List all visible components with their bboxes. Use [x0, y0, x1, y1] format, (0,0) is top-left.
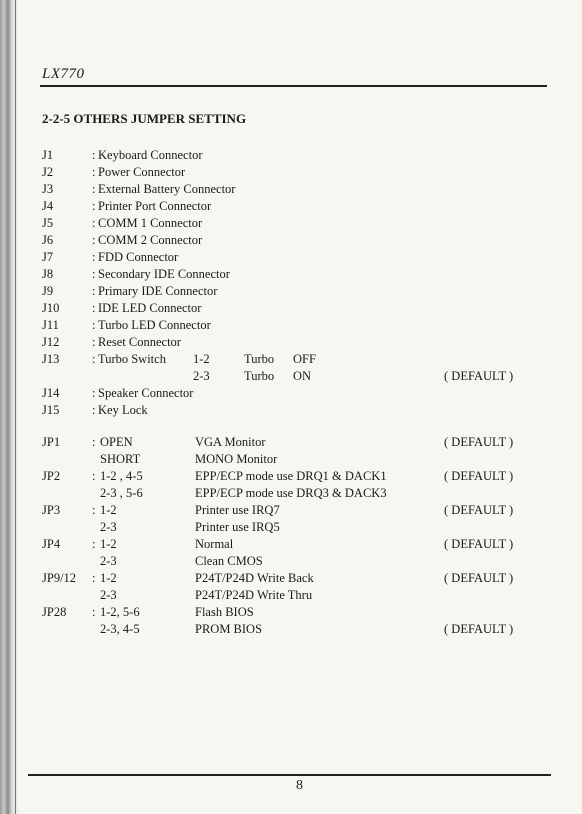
connector-desc: Printer Port Connector: [98, 199, 212, 213]
footer-rule: [28, 774, 551, 776]
connector-id: J4: [42, 199, 54, 213]
connector-row: [0, 403, 582, 420]
turbo-state: OFF: [293, 352, 316, 366]
connector-desc: Turbo Switch: [98, 352, 166, 366]
connector-id: J6: [42, 233, 54, 247]
jumper-id: JP2: [42, 469, 61, 483]
jumper-option: 2-3: [100, 588, 117, 602]
jumper-row: [0, 554, 582, 571]
colon: :: [92, 216, 96, 230]
colon: :: [92, 182, 96, 196]
header-rule: [40, 85, 547, 87]
jumper-desc: MONO Monitor: [195, 452, 278, 466]
turbo-mode: Turbo: [244, 352, 275, 366]
turbo-state: ON: [293, 369, 312, 383]
jumper-desc: EPP/ECP mode use DRQ3 & DACK3: [195, 486, 387, 500]
jumper-row: [0, 588, 582, 605]
jumper-row: [0, 622, 582, 639]
connector-desc: FDD Connector: [98, 250, 179, 264]
connector-desc: Turbo LED Connector: [98, 318, 211, 332]
turbo-switch-row: [0, 352, 582, 369]
turbo-pins: 2-3: [193, 369, 210, 383]
colon: :: [92, 469, 96, 483]
connector-desc: COMM 1 Connector: [98, 216, 203, 230]
jumper-desc: P24T/P24D Write Back: [195, 571, 314, 585]
connector-row: [0, 250, 582, 267]
jumper-option: 1-2 , 4-5: [100, 469, 143, 483]
colon: :: [92, 352, 96, 366]
jumper-desc: EPP/ECP mode use DRQ1 & DACK1: [195, 469, 387, 483]
connector-row: [0, 199, 582, 216]
connector-id: J13: [42, 352, 60, 366]
connector-desc: Key Lock: [98, 403, 148, 417]
colon: :: [92, 503, 96, 517]
colon: :: [92, 165, 96, 179]
jumper-option: 1-2: [100, 537, 117, 551]
jumper-row: [0, 520, 582, 537]
default-tag: ( DEFAULT ): [444, 469, 514, 483]
connector-desc: Reset Connector: [98, 335, 181, 349]
connector-row: [0, 284, 582, 301]
connector-desc: Power Connector: [98, 165, 186, 179]
colon: :: [92, 199, 96, 213]
connector-id: J9: [42, 284, 54, 298]
connector-row: [0, 233, 582, 250]
colon: :: [92, 403, 96, 417]
jumper-id: JP4: [42, 537, 61, 551]
colon: :: [92, 386, 96, 400]
connector-id: J2: [42, 165, 54, 179]
default-tag: ( DEFAULT ): [444, 503, 514, 517]
connector-desc: Speaker Connector: [98, 386, 194, 400]
connector-row: [0, 386, 582, 403]
default-tag: ( DEFAULT ): [444, 435, 514, 449]
turbo-pins: 1-2: [193, 352, 210, 366]
connector-row: [0, 335, 582, 352]
connector-row: [0, 148, 582, 165]
jumper-row: [0, 435, 582, 452]
jumper-option: 2-3, 4-5: [100, 622, 140, 636]
turbo-switch-row: [0, 369, 582, 386]
jumper-option: 1-2: [100, 571, 117, 585]
colon: :: [92, 571, 96, 585]
jumper-desc: Flash BIOS: [195, 605, 254, 619]
connector-id: J11: [42, 318, 59, 332]
jumper-option: 1-2: [100, 503, 117, 517]
connector-row: [0, 267, 582, 284]
jumper-option: SHORT: [100, 452, 141, 466]
colon: :: [92, 284, 96, 298]
connector-id: J1: [42, 148, 54, 162]
jumper-row: [0, 469, 582, 486]
jumper-row: [0, 605, 582, 622]
jumper-option: 2-3: [100, 554, 117, 568]
connector-id: J7: [42, 250, 54, 264]
connector-id: J10: [42, 301, 60, 315]
page-number: 8: [296, 778, 303, 793]
default-tag: ( DEFAULT ): [444, 369, 514, 383]
colon: :: [92, 267, 96, 281]
colon: :: [92, 318, 96, 332]
turbo-mode: Turbo: [244, 369, 275, 383]
jumper-id: JP28: [42, 605, 67, 619]
connector-id: J8: [42, 267, 54, 281]
default-tag: ( DEFAULT ): [444, 571, 514, 585]
jumper-desc: VGA Monitor: [195, 435, 266, 449]
connector-desc: Secondary IDE Connector: [98, 267, 230, 281]
connector-id: J3: [42, 182, 54, 196]
colon: :: [92, 537, 96, 551]
default-tag: ( DEFAULT ): [444, 622, 514, 636]
connector-id: J14: [42, 386, 60, 400]
default-tag: ( DEFAULT ): [444, 537, 514, 551]
colon: :: [92, 435, 96, 449]
connector-id: J12: [42, 335, 60, 349]
connector-desc: External Battery Connector: [98, 182, 236, 196]
connector-desc: IDE LED Connector: [98, 301, 202, 315]
connector-row: [0, 165, 582, 182]
colon: :: [92, 301, 96, 315]
jumper-row: [0, 486, 582, 503]
connector-id: J15: [42, 403, 60, 417]
jumper-row: [0, 452, 582, 469]
jumper-id: JP1: [42, 435, 61, 449]
jumper-option: 1-2, 5-6: [100, 605, 140, 619]
connector-row: [0, 301, 582, 318]
connector-desc: COMM 2 Connector: [98, 233, 203, 247]
header-title: LX770: [42, 66, 85, 82]
connector-desc: Keyboard Connector: [98, 148, 203, 162]
jumper-desc: P24T/P24D Write Thru: [195, 588, 313, 602]
jumper-desc: PROM BIOS: [195, 622, 263, 636]
connector-id: J5: [42, 216, 54, 230]
colon: :: [92, 605, 96, 619]
jumper-option: OPEN: [100, 435, 133, 449]
colon: :: [92, 335, 96, 349]
colon: :: [92, 233, 96, 247]
jumper-desc: Clean CMOS: [195, 554, 263, 568]
jumper-desc: Printer use IRQ5: [195, 520, 280, 534]
colon: :: [92, 250, 96, 264]
connector-desc: Primary IDE Connector: [98, 284, 218, 298]
section-title: 2-2-5 OTHERS JUMPER SETTING: [42, 111, 247, 126]
colon: :: [92, 148, 96, 162]
jumper-row: [0, 571, 582, 588]
jumper-option: 2-3 , 5-6: [100, 486, 143, 500]
jumper-id: JP9/12: [42, 571, 77, 585]
jumper-row: [0, 537, 582, 554]
jumper-desc: Normal: [195, 537, 234, 551]
jumper-desc: Printer use IRQ7: [195, 503, 280, 517]
jumper-row: [0, 503, 582, 520]
connector-row: [0, 216, 582, 233]
connector-row: [0, 318, 582, 335]
jumper-option: 2-3: [100, 520, 117, 534]
jumper-id: JP3: [42, 503, 61, 517]
connector-row: [0, 182, 582, 199]
